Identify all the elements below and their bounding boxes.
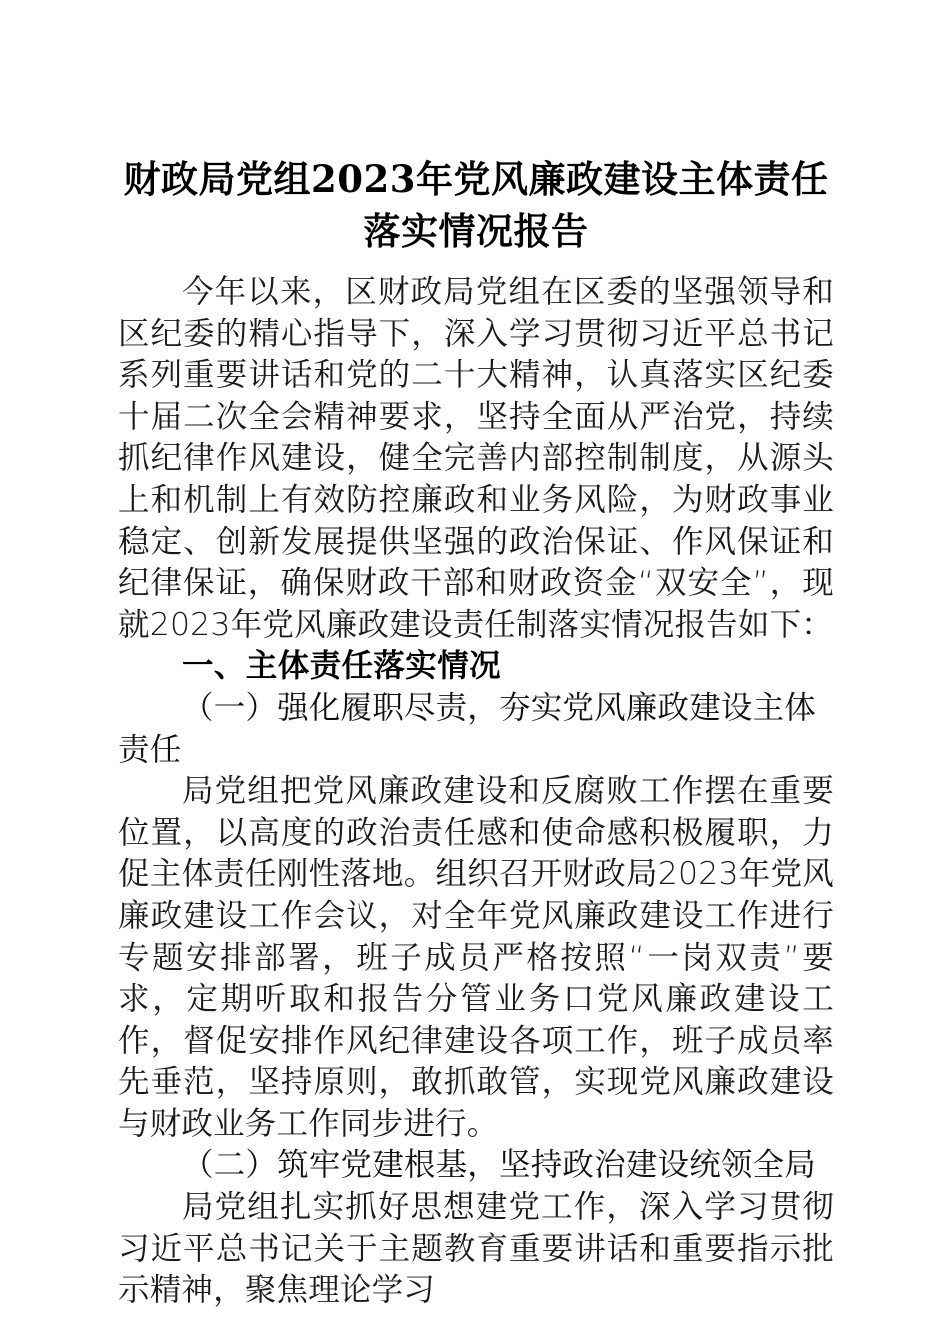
subsection-heading-1-2: （二）筑牢党建根基，坚持政治建设统领全局 [182,1147,817,1184]
subsection-1-2-body: 局党组扎实抓好思想建党工作，深入学习贯彻习近平总书记关于主题教育重要讲话和重要指示批示精神，聚焦理论学习 [118,1189,834,1309]
document-body [118,272,834,1312]
section-heading-1: 一、主体责任落实情况 [182,648,502,685]
document-title: 财政局党组2023年党风廉政建设主体责任落实情况报告 [123,156,829,253]
subsection-heading-1-1: （一）强化履职尽责，夯实党风廉政建设主体责任 [118,689,817,768]
opening-paragraph: 今年以来，区财政局党组在区委的坚强领导和区纪委的精心指导下，深入学习贯彻习近平总书记系列重要讲话和党的二十大精神，认真落实区纪委十届二次全会精神要求，坚持全面从严治党，持续抓纪律作风建设，健全完善内部控制制度，从源头上和机制上有效防控廉政和业务风险，为财政事业稳定、创新发展提供坚强的政治保证、作风保证和纪律保证，确保财政干部和财政资金“双安全”，现就2023年党风廉政建设责任制落实情况报告如下： [118,274,834,643]
subsection-1-1-body: 局党组把党风廉政建设和反腐败工作摆在重要位置，以高度的政治责任感和使命感积极履职，力促主体责任刚性落地。组织召开财政局2023年党风廉政建设工作会议，对全年党风廉政建设工作进行专题安排部署，班子成员严格按照“一岗双责”要求，定期听取和报告分管业务口党风廉政建设工作，督促安排作风纪律建设各项工作，班子成员率先垂范，坚持原则，敢抓敢管，实现党风廉政建设与财政业务工作同步进行。 [118,773,834,1142]
